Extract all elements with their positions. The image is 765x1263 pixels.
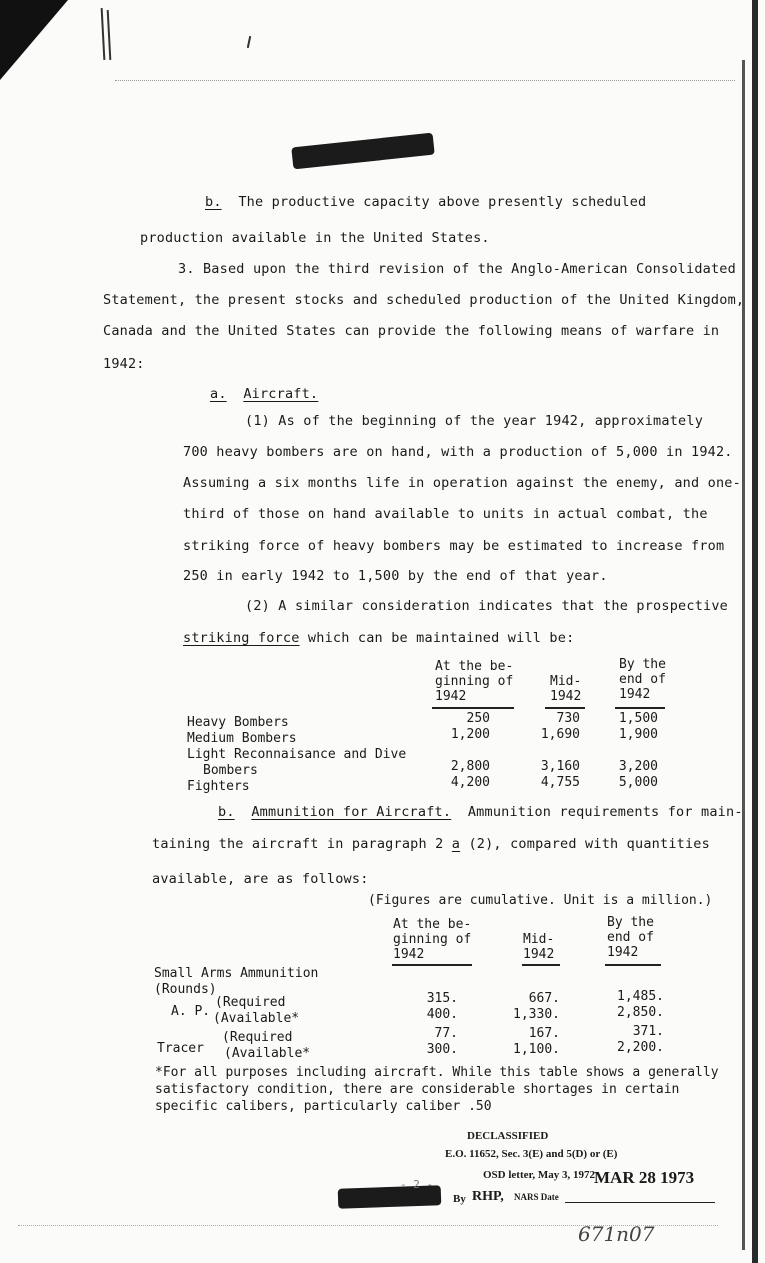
t2-col2-rule [522,964,560,966]
section-b-line3: available, are as follows: [152,871,369,887]
t2-cell: 667. [528,991,560,1006]
t2-col1-rule [392,964,472,966]
t1-col1-rule [432,707,514,709]
right-edge-border [752,0,758,1263]
t1-row-label-cont: Bombers [203,763,258,778]
para-3-line4: 1942: [103,356,145,372]
para-3-line3: Canada and the United States can provide the following means of warfare in [103,323,720,339]
t2-label-required: (Required [222,1030,293,1045]
t1-cell: 3,160 [540,759,580,774]
t1-row-label: Fighters [187,779,250,794]
t2-col2-header: Mid- 1942 [523,932,555,962]
t2-cell: 2,850. [617,1005,664,1020]
t2-cell: 315. [426,991,458,1006]
t2-cell: 300. [426,1042,458,1057]
t2-label-required: (Required [215,995,286,1010]
stamp-eo-line: E.O. 11652, Sec. 3(E) and 5(D) or (E) [445,1148,618,1160]
t1-cell: 1,500 [618,711,658,726]
t1-col3-header: By the end of 1942 [619,657,666,702]
footnote-line2: satisfactory condition, there are considerable shortages in certain [155,1082,680,1097]
t2-col3-rule [605,964,661,966]
t1-cell: 730 [556,711,580,726]
t2-label-small-arms: Small Arms Ammunition [154,966,319,981]
scan-corner-shadow [0,0,68,80]
t2-cell: 1,330. [513,1007,560,1022]
t2-cell: 400. [426,1007,458,1022]
t1-cell: 1,200 [450,727,490,742]
stamp-declassified: DECLASSIFIED [467,1130,549,1142]
punch-mark [247,36,251,48]
section-b-line2: taining the aircraft in paragraph 2 a (2), compared with quantities [152,836,710,852]
t2-cell: 2,200. [617,1040,664,1055]
t2-cell: 77. [434,1026,458,1041]
t2-cell: 1,100. [513,1042,560,1057]
t1-cell: 5,000 [618,775,658,790]
binding-mark-left-2 [107,10,112,60]
t1-col2-header: Mid- 1942 [550,674,582,704]
t2-label-ap: A. P. [171,1004,211,1019]
sub2-line1: (2) A similar consideration indicates that the prospective [245,598,729,614]
stamp-signature-line [565,1202,715,1203]
handwritten-archive-number: 671n07 [578,1222,655,1246]
stamp-date: MAR 28 1973 [594,1168,695,1187]
t1-cell: 4,755 [540,775,580,790]
t2-label-tracer: Tracer [157,1041,204,1056]
t2-cell: 167. [528,1026,560,1041]
t1-cell: 250 [466,711,490,726]
t1-cell: 1,690 [540,727,580,742]
right-edge-shadow [742,60,745,1250]
stamp-initials: RHP, [472,1189,504,1204]
t1-col2-rule [545,707,585,709]
sub2-line2: striking force which can be maintained will be: [183,630,575,646]
t2-label-available: (Available* [224,1046,311,1061]
para-b-line2: production available in the United States. [140,230,490,246]
sub1-line1: (1) As of the beginning of the year 1942, approximately [245,413,704,429]
t2-col1-header: At the be- ginning of 1942 [393,917,472,962]
t1-row-label: Light Reconnaisance and Dive [187,747,407,762]
section-a-heading: a. Aircraft. [210,386,319,402]
page-number: - 2 - [400,1178,434,1191]
classification-redaction-top [291,133,435,170]
t2-cell: 371. [632,1024,664,1039]
sub1-line6: 250 in early 1942 to 1,500 by the end of that year. [183,568,608,584]
t1-col3-rule [615,707,665,709]
sub1-line3: Assuming a six months life in operation against the enemy, and one- [183,475,741,491]
sub1-line2: 700 heavy bombers are on hand, with a production of 5,000 in 1942. [183,444,733,460]
para-3-line1: 3. Based upon the third revision of the Anglo-American Consolidated [178,261,736,277]
t2-label-available: (Available* [213,1011,300,1026]
t1-cell: 4,200 [450,775,490,790]
t1-cell: 1,900 [618,727,658,742]
t2-cell: 1,485. [617,989,664,1004]
stamp-by: By [453,1193,466,1205]
bottom-fold-line [18,1225,718,1226]
t2-label-rounds: (Rounds) [154,982,217,997]
para-3-line2: Statement, the present stocks and scheduled production of the United Kingdom, [103,292,745,308]
footnote-line1: *For all purposes including aircraft. While this table shows a generally [155,1065,719,1080]
top-fold-line [115,80,735,81]
t1-cell: 2,800 [450,759,490,774]
sub1-line5: striking force of heavy bombers may be estimated to increase from [183,538,725,554]
sub1-line4: third of those on hand available to units in actual combat, the [183,506,708,522]
t1-cell: 3,200 [618,759,658,774]
stamp-osd-line: OSD letter, May 3, 1972 [483,1169,596,1181]
t1-row-label: Medium Bombers [187,731,297,746]
stamp-nars-date: NARS Date [514,1192,559,1202]
t1-col1-header: At the be- ginning of 1942 [435,659,514,704]
binding-mark-left [101,8,106,60]
section-b-line1: b. Ammunition for Aircraft. Ammunition requirements for main- [218,804,743,820]
t1-row-label: Heavy Bombers [187,715,289,730]
t2-col3-header: By the end of 1942 [607,915,654,960]
t2-note: (Figures are cumulative. Unit is a million.) [368,893,713,908]
footnote-line3: specific calibers, particularly caliber .50 [155,1099,492,1114]
para-b-line1: b. The productive capacity above presently scheduled [205,194,647,210]
